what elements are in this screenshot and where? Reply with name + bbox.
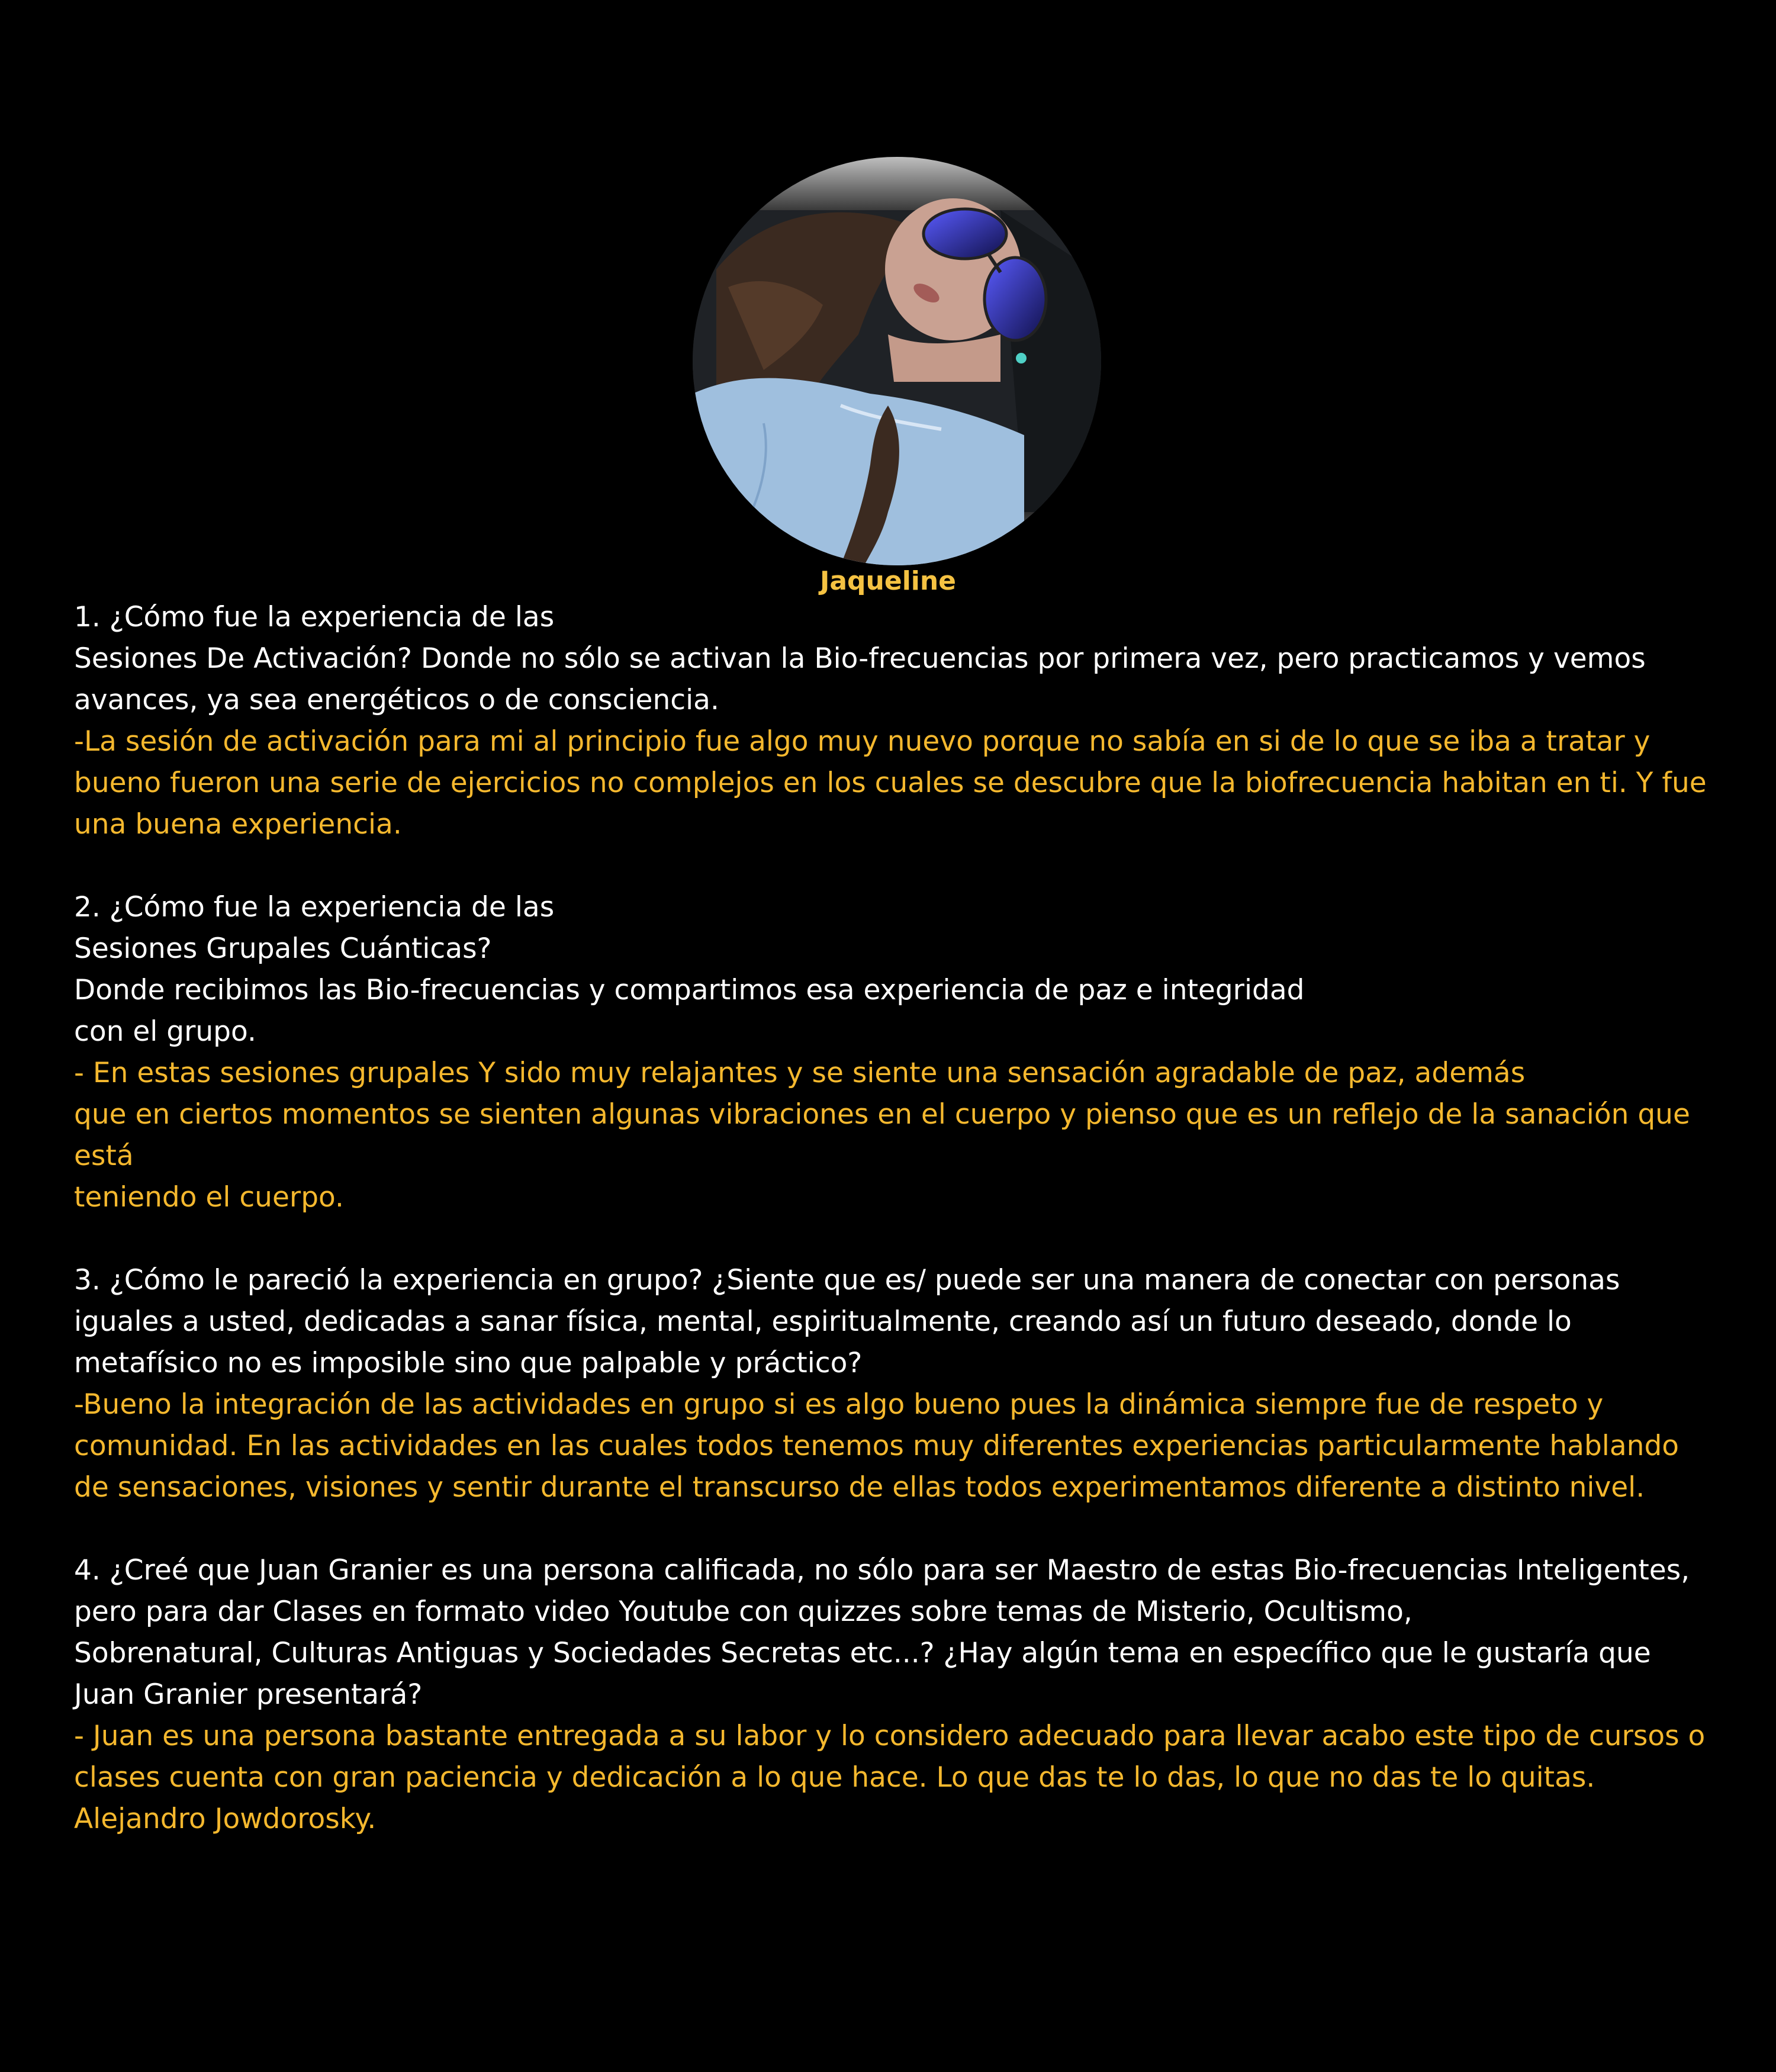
answer-line: - En estas sesiones grupales Y sido muy relajantes y se siente una sensación agradable de paz, además xyxy=(74,1057,1526,1089)
testimonial-content xyxy=(74,597,1720,1840)
question-line: Donde recibimos las Bio-frecuencias y compartimos esa experiencia de paz e integridad xyxy=(74,974,1305,1006)
answer-line: Alejandro Jowdorosky. xyxy=(74,1803,377,1835)
question-line: 2. ¿Cómo fue la experiencia de las xyxy=(74,891,555,924)
answer-line: teniendo el cuerpo. xyxy=(74,1181,344,1214)
question-line: Sesiones De Activación? Donde no sólo se activan la Bio-frecuencias por primera vez, pero practicamos y vemos avances, ya sea energéticos o de consciencia. xyxy=(74,642,1646,716)
answer-line: -La sesión de activación para mi al principio fue algo muy nuevo porque no sabía en si de lo que se iba a tratar y bueno fueron una serie de ejercicios no complejos en los cuales se descubre que la biofrecuencia habitan en ti. Y fue una buena experiencia. xyxy=(74,725,1707,841)
profile-name: Jaqueline xyxy=(819,566,957,596)
profile-photo xyxy=(693,157,1101,565)
question-line: 3. ¿Cómo le pareció la experiencia en grupo? ¿Siente que es/ puede ser una manera de conectar con personas iguales a usted, dedicadas a sanar física, mental, espiritualmente, creando así un futuro deseado, donde lo metafísico no es imposible sino que palpable y práctico? xyxy=(74,1264,1620,1379)
qa-item-3 xyxy=(74,1260,1720,1508)
qa-item-4 xyxy=(74,1550,1720,1840)
section-spacer xyxy=(74,1218,1720,1260)
question-line: Sesiones Grupales Cuánticas? xyxy=(74,932,492,965)
qa-item-1 xyxy=(74,597,1720,845)
answer-line: -Bueno la integración de las actividades en grupo si es algo bueno pues la dinámica siempre fue de respeto y comunidad. En las actividades en las cuales todos tenemos muy diferentes experiencias particularmente hablando de sensaciones, visiones y sentir durante el transcurso de ellas todos experimentamos diferente a distinto nivel. xyxy=(74,1388,1680,1504)
section-spacer xyxy=(74,1508,1720,1550)
answer-line: - Juan es una persona bastante entregada a su labor y lo considero adecuado para llevar acabo este tipo de cursos o clases cuenta con gran paciencia y dedicación a lo que hace. Lo que das te lo das, lo que no das te lo quitas. xyxy=(74,1720,1706,1794)
section-spacer xyxy=(74,845,1720,887)
question-line: 4. ¿Creé que Juan Granier es una persona calificada, no sólo para ser Maestro de estas Bio-frecuencias Inteligentes, pero para dar Clases en formato video Youtube con quizzes sobre temas de Misterio, Ocultismo, xyxy=(74,1554,1690,1628)
profile-photo-illustration xyxy=(693,157,1101,565)
question-line: con el grupo. xyxy=(74,1015,256,1048)
question-line: 1. ¿Cómo fue la experiencia de las xyxy=(74,601,555,633)
answer-line: que en ciertos momentos se sienten algunas vibraciones en el cuerpo y pienso que es un reflejo de la sanación que está xyxy=(74,1098,1690,1172)
qa-item-2 xyxy=(74,887,1720,1218)
question-line: Sobrenatural, Culturas Antiguas y Sociedades Secretas etc...? ¿Hay algún tema en específico que le gustaría que Juan Granier presentará? xyxy=(74,1637,1651,1711)
